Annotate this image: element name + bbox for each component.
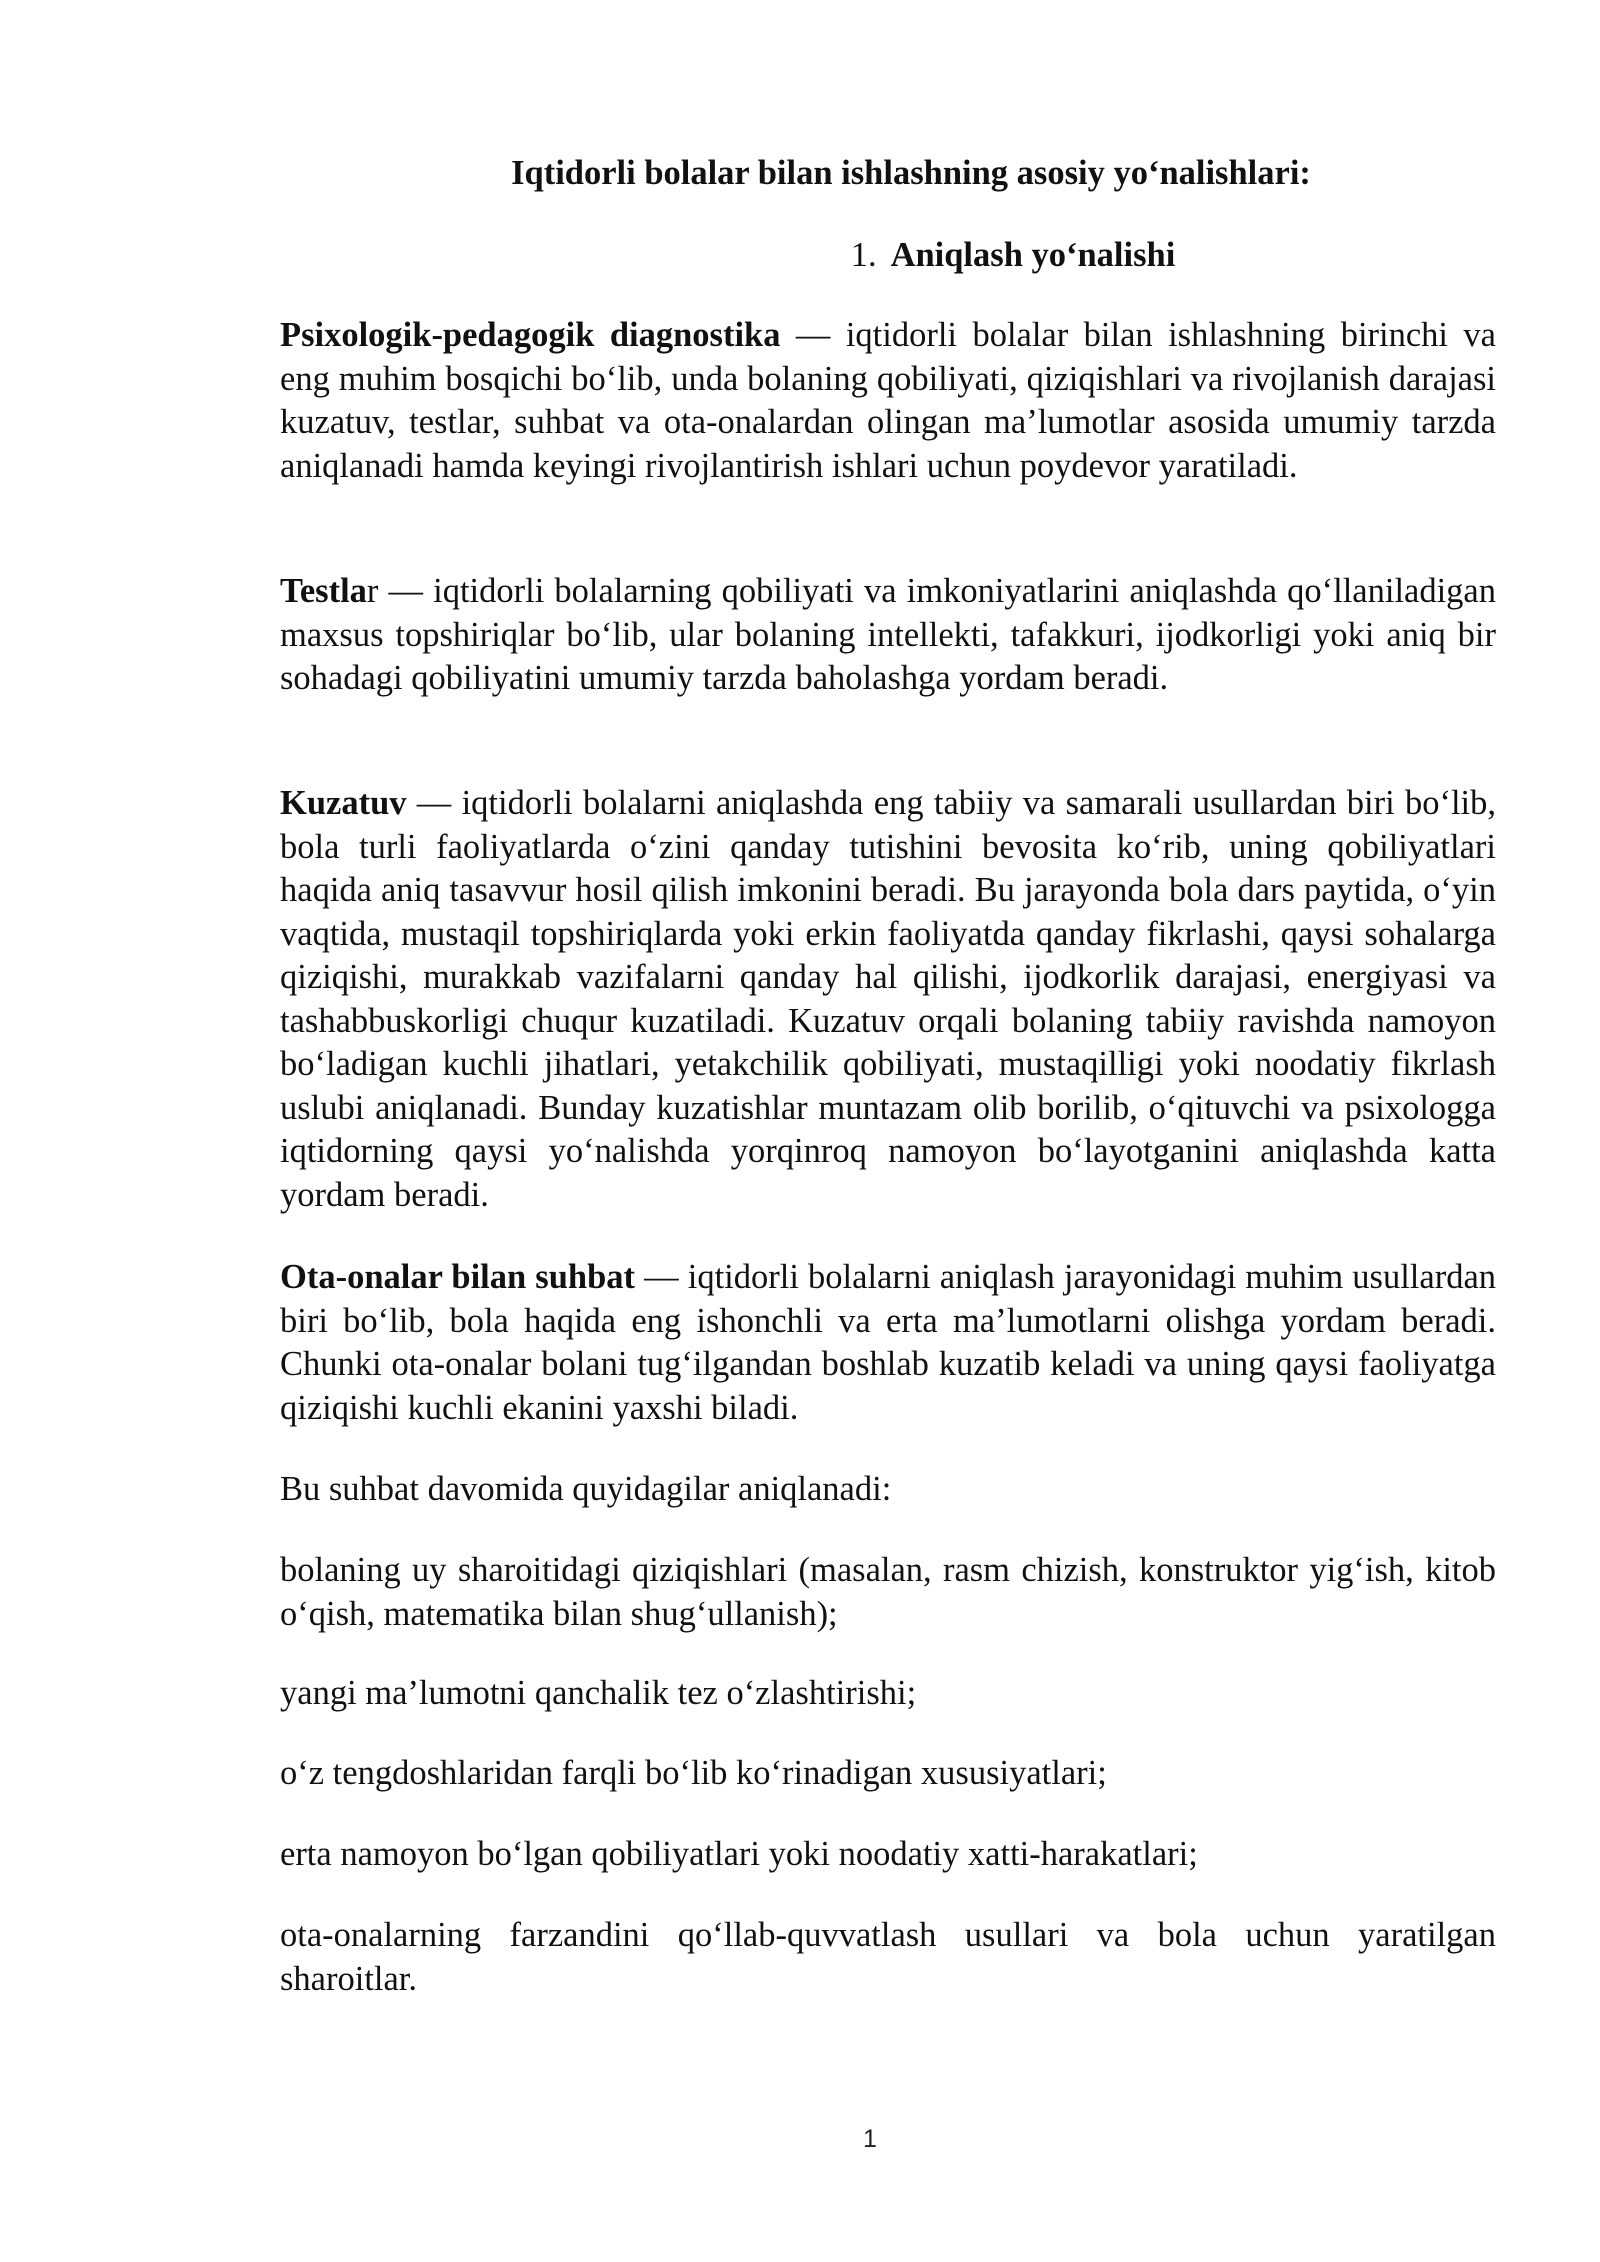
document-title: Iqtidorli bolalar bilan ishlashning asosiy yo‘nalishlari:: [511, 154, 1311, 192]
list-item: ota-onalarning farzandini qo‘llab-quvvatlash usullari va bola uchun yaratilgan sharoitlar.: [280, 1916, 1496, 1998]
section-number: 1.: [850, 236, 877, 274]
paragraph-observation: [280, 782, 1496, 1217]
term-tests: Testla: [280, 572, 367, 610]
list-item: yangi ma’lumotni qanchalik tez o‘zlashtirishi;: [280, 1674, 917, 1712]
paragraph-parent-conversation: [280, 1256, 1496, 1430]
paragraph-parent-conversation-text: — iqtidorli bolalarni aniqlash jarayonidagi muhim usullardan biri bo‘lib, bola haqida eng ishonchli va erta ma’lumotlarni olishga yordam beradi. Chunki ota-onalar bolani tug‘ilgandan boshlab kuzatib keladi va uning qaysi faoliyatga qiziqishi kuchli ekanini yaxshi biladi.: [280, 1258, 1497, 1427]
section-heading: [280, 234, 1496, 278]
term-diagnostics: Psixologik-pedagogik diagnostika: [280, 316, 781, 354]
list-item: bolaning uy sharoitidagi qiziqishlari (masalan, rasm chizish, konstruktor yig‘ish, kitob o‘qish, matematika bilan shug‘ullanish);: [280, 1551, 1496, 1633]
paragraph-tests: [280, 570, 1496, 701]
paragraph-tests-text: r — iqtidorli bolalarning qobiliyati va imkoniyatlarini aniqlashda qo‘llaniladigan maxsus topshiriqlar bo‘lib, ular bolaning intellekti, tafakkuri, ijodkorligi yoki aniq bir sohadagi qobiliyatini umumiy tarzda baholashga yordam beradi.: [280, 572, 1496, 697]
page-number: 1: [863, 2125, 877, 2153]
list-intro: Bu suhbat davomida quyidagilar aniqlanadi:: [280, 1470, 892, 1508]
term-parent-conversation: Ota-onalar bilan suhbat: [280, 1258, 636, 1296]
paragraph-diagnostics-text: — iqtidorli bolalar bilan ishlashning birinchi va eng muhim bosqichi bo‘lib, unda bolaning qobiliyati, qiziqishlari va rivojlanish darajasi kuzatuv, testlar, suhbat va ota-onalardan olingan ma’lumotlar asosida umumiy tarzda aniqlanadi hamda keyingi rivojlantirish ishlari uchun poydevor yaratiladi.: [280, 316, 1496, 485]
section-heading-text: Aniqlash yo‘nalishi: [890, 236, 1176, 274]
list-item: erta namoyon bo‘lgan qobiliyatlari yoki noodatiy xatti-harakatlari;: [280, 1835, 1198, 1873]
list-item: o‘z tengdoshlaridan farqli bo‘lib ko‘rinadigan xususiyatlari;: [280, 1754, 1107, 1792]
paragraph-diagnostics: [280, 314, 1496, 488]
paragraph-observation-text: — iqtidorli bolalarni aniqlashda eng tabiiy va samarali usullardan biri bo‘lib, bola turli faoliyatlarda o‘zini qanday tutishini bevosita ko‘rib, uning qobiliyatlari haqida aniq tasavvur hosil qilish imkonini beradi. Bu jarayonda bola dars paytida, o‘yin vaqtida, mustaqil topshiriqlarda yoki erkin faoliyatda qanday fikrlashi, qaysi sohalarga qiziqishi, murakkab vazifalarni qanday hal qilishi, ijodkorlik darajasi, energiyasi va tashabbuskorligi chuqur kuzatiladi. Kuzatuv orqali bolaning tabiiy ravishda namoyon bo‘ladigan kuchli jihatlari, yetakchilik qobiliyati, mustaqilligi yoki noodatiy fikrlash uslubi aniqlanadi. Bunday kuzatishlar muntazam olib borilib, o‘qituvchi va psixologga iqtidorning qaysi yo‘nalishda yorqinroq namoyon bo‘layotganini aniqlashda katta yordam beradi.: [280, 784, 1496, 1214]
term-observation: Kuzatuv: [280, 784, 407, 822]
